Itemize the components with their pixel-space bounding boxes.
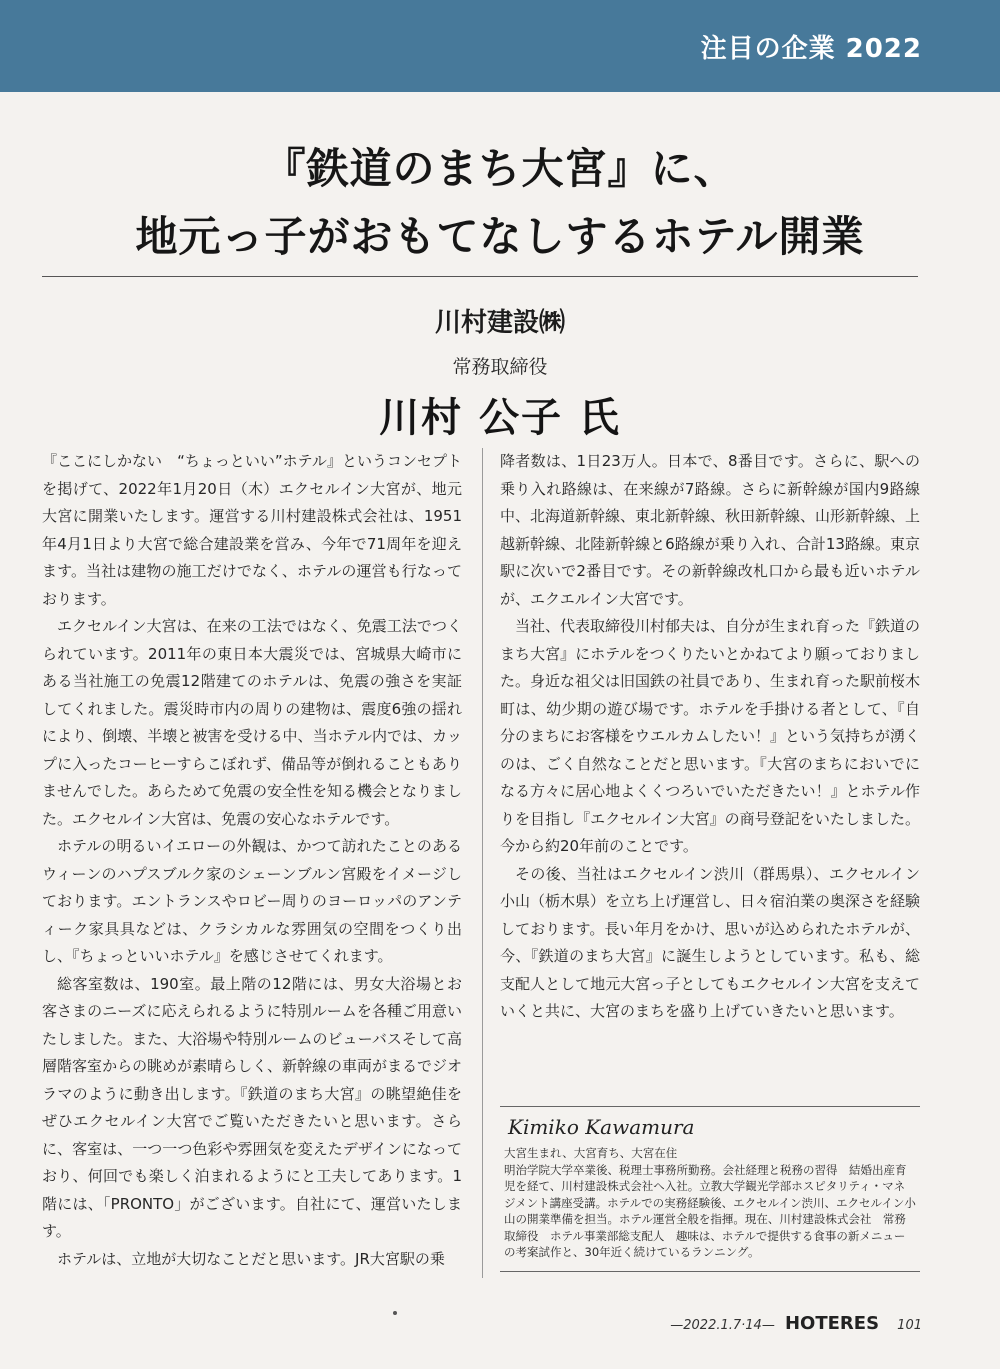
title-divider bbox=[42, 276, 918, 277]
profile-box bbox=[500, 1106, 920, 1272]
page-footer bbox=[670, 1313, 922, 1334]
paragraph: ホテルは、立地が大切なことだと思います。JR大宮駅の乗 bbox=[57, 1249, 445, 1268]
paragraph: その後、当社はエクセルイン渋川（群馬県）、エクセルイン小山（栃木県）を立ち上げ運営し、日々宿泊業の奥深さを経験しております。長い年月をかけ、思いが込められたホテルが、今、『鉄道のまち大宮』に誕生しようとしています。私も、総支配人として地元大宮っ子としてもエクセルイン大宮を支えていくと共に、大宮のまちを盛り上げていきたいと思います。 bbox=[500, 864, 921, 1020]
paragraph: 当社、代表取締役川村郁夫は、自分が生まれ育った『鉄道のまち大宮』にホテルをつくりたいとかねてより願っておりました。身近な祖父は旧国鉄の社員であり、生まれ育った駅前桜木町は、幼少期の遊び場です。ホテルを手掛ける者として、『自分のまちにお客様をウエルカムしたい！』という気持ちが湧くのは、ごく自然なことだと思います。『大宮のまちにおいでになる方々に居心地よくくつろいでいただきたい！』とホテル作りを目指し『エクセルイン大宮』の商号登記をいたしました。今から約20年前のことです。 bbox=[500, 617, 921, 855]
article-title bbox=[0, 135, 1000, 271]
person-name: 川村 公子 氏 bbox=[379, 395, 621, 441]
section-label: 注目の企業 2022 bbox=[700, 34, 922, 64]
magazine-logo: HOTERES bbox=[784, 1313, 880, 1334]
header-band bbox=[0, 0, 1000, 92]
title-line-1: 『鉄道のまち大宮』に、 bbox=[263, 144, 737, 193]
profile-name: Kimiko Kawamura bbox=[508, 1115, 695, 1139]
paragraph: 『ここにしかない “ちょっといい”ホテル』というコンセプトを掲げて、2022年1月20日（木）エクセルイン大宮が、地元大宮に開業いたします。運営する川村建設株式会社は、1951年4月1日より大宮で総合建設業を営み、今年で71周年を迎えます。当社は建物の施工だけでなく、ホテルの運営も行なっております。 bbox=[42, 452, 462, 608]
company-name: 川村建設㈱ bbox=[434, 308, 565, 338]
paragraph: 降者数は、1日23万人。日本で、8番目です。さらに、駅への乗り入れ路線は、在来線が7路線。さらに新幹線が国内9路線中、北海道新幹線、東北新幹線、秋田新幹線、山形新幹線、上越新幹線、北陸新幹線と6路線が乗り入れ、合計13路線。東京駅に次いで2番目です。その新幹線改札口から最も近いホテルが、エクエルイン大宮です。 bbox=[500, 452, 921, 608]
title-line-2: 地元っ子がおもてなしするホテル開業 bbox=[135, 212, 865, 261]
paragraph: エクセルイン大宮は、在来の工法ではなく、免震工法でつくられています。2011年の東日本大震災では、宮城県大崎市にある当社施工の免震12階建てのホテルは、免震の強さを実証してくれました。震災時市内の周りの建物は、震度6強の揺れにより、倒壊、半壊と被害を受ける中、当ホテル内では、カップに入ったコーヒーすらこぼれず、備品等が倒れることもありませんでした。あらためて免震の安全性を知る機会となりました。エクセルイン大宮は、免震の安心なホテルです。 bbox=[42, 617, 463, 828]
profile-text: 大宮生まれ、大宮育ち、大宮在住 明治学院大学卒業後、税理士事務所勤務。会社経理と税務の習得 結婚出産育児を経て、川村建設株式会社へ入社。立教大学観光学部ホスピタリティ・マネジメント講座受講。ホテルでの実務経験後、エクセルイン渋川、エクセルイン小山の開業準備を担当。ホテル運営全般を指揮。現在、川村建設株式会社 常務取締役 ホテル事業部総支配人 趣味は、ホテルで提供する食事の新メニューの考案試作と、30年近く続けているランニング。 bbox=[504, 1146, 916, 1259]
page-number: 101 bbox=[897, 1318, 922, 1333]
print-mark bbox=[393, 1311, 397, 1315]
body-column-left bbox=[42, 448, 462, 1273]
paragraph: ホテルの明るいイエローの外観は、かつて訪れたことのあるウィーンのハプスブルク家のシェーンブルン宮殿をイメージしております。エントランスやロビー周りのヨーロッパのアンティーク家具具などは、クラシカルな雰囲気の空間をつくり出し、『ちょっといいホテル』を感じさせてくれます。 bbox=[42, 837, 462, 965]
issue-date: —2022.1.7·14— bbox=[670, 1318, 775, 1333]
body-column-right bbox=[500, 448, 920, 1026]
column-divider bbox=[482, 448, 483, 1278]
person-position: 常務取締役 bbox=[452, 356, 548, 378]
paragraph: 総客室数は、190室。最上階の12階には、男女大浴場とお客さまのニーズに応えられるように特別ルームを各種ご用意いたしました。また、大浴場や特別ルームのビューバスそして高層階客室からの眺めが素晴らしく、新幹線の車両がまるでジオラマのように動き出します。『鉄道のまち大宮』の眺望絶佳をぜひエクセルイン大宮でご覧いただきたいと思います。さらに、客室は、一つ一つ色彩や雰囲気を変えたデザインになっており、何回でも楽しく泊まれるようにと工夫してあります。1階には、「PRONTO」がございます。自社にて、運営いたします。 bbox=[42, 974, 462, 1240]
